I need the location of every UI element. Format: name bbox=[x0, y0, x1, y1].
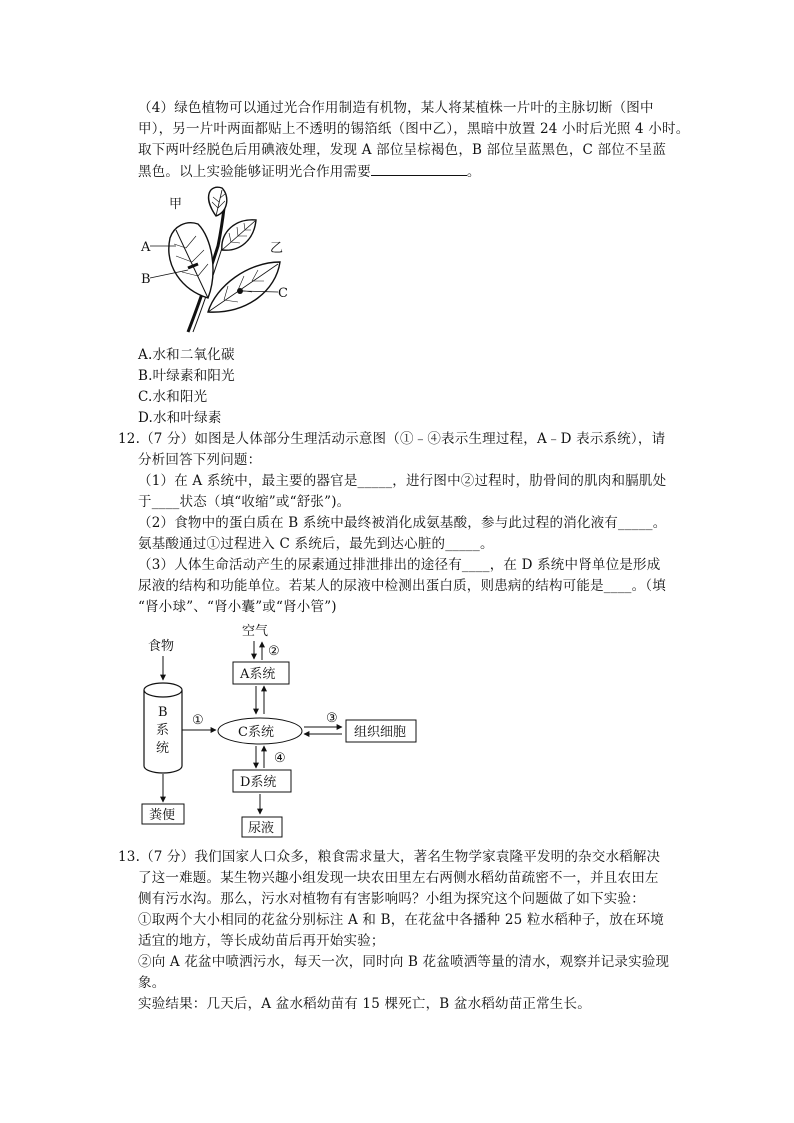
q13-line-3: 侧有污水沟。那么，污水对植物有有害影响吗？小组为探究这个问题做了如下实验： bbox=[138, 891, 645, 907]
process-2: ② bbox=[268, 644, 280, 659]
answer-blank bbox=[371, 161, 467, 176]
q12-line-7: （3）人体生命活动产生的尿素通过排泄排出的途径有____，在 D 系统中肾单位是形成 bbox=[138, 557, 661, 573]
process-1: ① bbox=[192, 713, 204, 728]
q13-line-1: 13.（7 分）我们国家人口众多，粮食需求量大，著名生物学家袁隆平发明的杂交水稻解决 bbox=[118, 849, 661, 865]
system-a-label: A系统 bbox=[240, 667, 276, 682]
q11-text-line-2: 甲），另一片叶两面都贴上不透明的锡箔纸（图中乙），黑暗中放置 24 小时后光照 4 小时。 bbox=[138, 121, 690, 137]
q13-line-7: 象。 bbox=[138, 975, 166, 991]
physiology-diagram bbox=[130, 618, 430, 840]
q13-line-5: 适宜的地方，等长成幼苗后再开始实验； bbox=[138, 933, 385, 949]
q12-line-2: 分析回答下列问题： bbox=[138, 452, 262, 468]
q13-line-6: ②向 A 花盆中喷洒污水，每天一次，同时向 B 花盆喷洒等量的清水，观察并记录实验现 bbox=[138, 954, 670, 970]
q11-text-line-4 bbox=[138, 161, 481, 182]
q11-line-4-text: 黑色。以上实验能够证明光合作用需要 bbox=[138, 164, 371, 180]
q12-line-4: 于____状态（填“收缩”或“舒张”)。 bbox=[138, 494, 351, 510]
q12-line-8: 尿液的结构和功能单位。若某人的尿液中检测出蛋白质，则患病的结构可能是____。（填 bbox=[138, 578, 666, 594]
q11-line-4-end: 。 bbox=[466, 164, 481, 180]
option-d: D.水和叶绿素 bbox=[138, 410, 222, 426]
label-c: C bbox=[278, 286, 288, 301]
q11-text-line-3: 取下两叶经脱色后用碘液处理，发现 A 部位呈棕褐色，B 部位呈蓝黑色，C 部位不呈蓝 bbox=[138, 142, 667, 158]
q13-line-8: 实验结果：几天后，A 盆水稻幼苗有 15 棵死亡，B 盆水稻幼苗正常生长。 bbox=[138, 996, 591, 1012]
system-c-label: C系统 bbox=[238, 725, 274, 740]
label-a: A bbox=[141, 240, 151, 255]
air-label: 空气 bbox=[242, 624, 269, 639]
q12-line-9: “肾小球”、“肾小囊”或“肾小管”) bbox=[138, 599, 337, 615]
q12-line-6: 氨基酸通过①过程进入 C 系统后，最先到达心脏的_____。 bbox=[138, 536, 494, 552]
q12-line-1: 12.（7 分）如图是人体部分生理活动示意图（①﹣④表示生理过程，A﹣D 表示系统），请 bbox=[118, 431, 666, 447]
label-b: B bbox=[141, 272, 151, 287]
urine-label: 尿液 bbox=[248, 821, 275, 836]
q12-line-3: （1）在 A 系统中，最主要的器官是_____，进行图中②过程时，肋骨间的肌肉和膈肌处 bbox=[138, 473, 667, 489]
option-c: C.水和阳光 bbox=[138, 389, 208, 405]
system-b-char-1: B bbox=[158, 705, 168, 720]
system-b-cylinder bbox=[144, 683, 182, 773]
label-yi: 乙 bbox=[270, 241, 284, 256]
tissue-cells-label: 组织细胞 bbox=[354, 725, 407, 740]
q12-line-5: （2）食物中的蛋白质在 B 系统中最终被消化成氨基酸，参与此过程的消化液有_____。 bbox=[138, 515, 667, 531]
system-b-char-3: 统 bbox=[156, 741, 170, 756]
system-b-char-2: 系 bbox=[156, 723, 170, 738]
leaf-figure bbox=[136, 186, 296, 338]
leaf-jia bbox=[169, 223, 213, 298]
option-a: A.水和二氧化碳 bbox=[138, 347, 235, 363]
process-3: ③ bbox=[326, 711, 338, 726]
q13-line-2: 了这一难题。某生物兴趣小组发现一块农田里左右两侧水稻幼苗疏密不一，并且农田左 bbox=[138, 870, 659, 886]
feces-label: 粪便 bbox=[149, 808, 176, 823]
option-b: B.叶绿素和阳光 bbox=[138, 368, 235, 384]
process-4: ④ bbox=[274, 751, 286, 766]
system-d-label: D系统 bbox=[240, 775, 277, 790]
label-jia: 甲 bbox=[169, 197, 183, 212]
q11-text-line-1: （4）绿色植物可以通过光合作用制造有机物，某人将某植株一片叶的主脉切断（图中 bbox=[138, 100, 654, 116]
q13-line-4: ①取两个大小相同的花盆分别标注 A 和 B，在花盆中各播种 25 粒水稻种子，放在环境 bbox=[138, 912, 664, 928]
food-label: 食物 bbox=[148, 639, 175, 654]
